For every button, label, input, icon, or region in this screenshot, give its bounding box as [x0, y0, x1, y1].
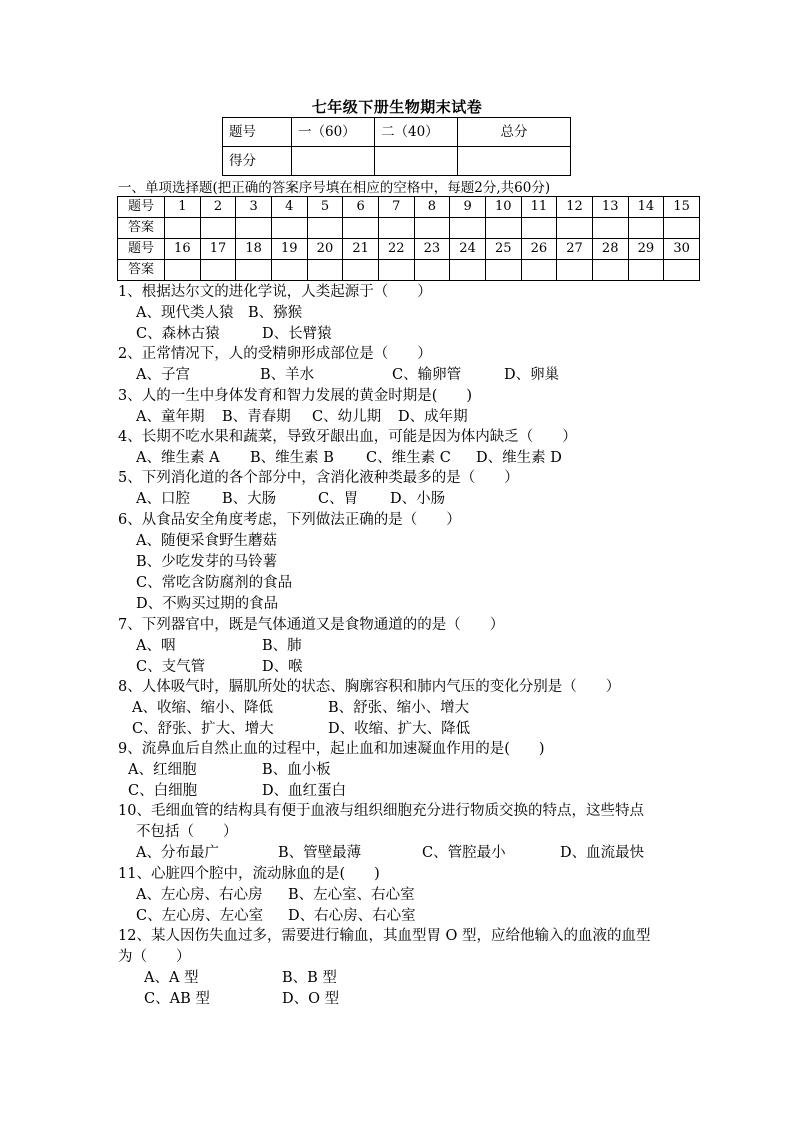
question-number-cell: 25: [485, 239, 521, 260]
question-stem: 2、正常情况下，人的受精卵形成部位是（ ）: [118, 346, 432, 362]
score-entry-part-two[interactable]: [375, 147, 458, 176]
answer-option: B、少吃发芽的马铃薯: [136, 554, 278, 570]
answer-option: A、子宫: [136, 367, 190, 383]
score-entry-total[interactable]: [458, 147, 571, 176]
answer-option: C、支气管: [136, 659, 206, 675]
answer-cell[interactable]: [450, 260, 486, 281]
answer-cell[interactable]: [664, 260, 700, 281]
grid-label-answer: 答案: [118, 260, 165, 281]
answer-option: C、左心房、左心室: [136, 908, 264, 924]
answer-option: C、幼儿期: [312, 409, 382, 425]
answer-option: C、胃: [318, 491, 359, 507]
answer-option: B、舒张、缩小、增大: [328, 700, 470, 716]
question-stem: 8、人体吸气时，膈肌所处的状态、胸廓容积和肺内气压的变化分别是（ ）: [118, 679, 621, 695]
question-number-cell: 2: [200, 197, 236, 218]
answer-option: D、不购买过期的食品: [136, 596, 279, 612]
answer-cell[interactable]: [236, 218, 272, 239]
answer-option: C、森林古猿: [136, 326, 220, 342]
score-cell-part-one: 一（60）: [292, 118, 375, 147]
answer-option: A、左心房、右心房: [136, 887, 263, 903]
question-stem: 1、根据达尔文的进化学说，人类起源于（ ）: [118, 284, 432, 300]
answer-option: C、舒张、扩大、增大: [132, 721, 274, 737]
score-cell-part-two: 二（40）: [375, 118, 458, 147]
answer-cell[interactable]: [521, 260, 557, 281]
answer-cell[interactable]: [628, 260, 664, 281]
answer-option: B、血小板: [262, 762, 331, 778]
answer-cell[interactable]: [200, 260, 236, 281]
question-number-cell: 13: [592, 197, 628, 218]
score-table: [222, 117, 571, 176]
answer-cell[interactable]: [165, 260, 201, 281]
grid-label-answer: 答案: [118, 218, 165, 239]
answer-option: D、长臂猿: [262, 326, 332, 342]
answer-option: B、大肠: [222, 491, 277, 507]
answer-option: B、肺: [262, 638, 302, 654]
question-stem: 3、人的一生中身体发育和智力发展的黄金时期是( ): [118, 388, 473, 404]
answer-option: B、管壁最薄: [278, 845, 362, 861]
answer-cell[interactable]: [343, 260, 379, 281]
answer-option: A、收缩、缩小、降低: [132, 700, 273, 716]
answer-option: D、小肠: [390, 491, 446, 507]
question-number-cell: 15: [664, 197, 700, 218]
section-heading: 一、单项选择题(把正确的答案序号填在相应的空格中，每题2分,共60分): [118, 180, 551, 196]
answer-option: D、收缩、扩大、降低: [328, 721, 471, 737]
question-number-cell: 11: [521, 197, 557, 218]
answer-option: A、维生素 A: [136, 450, 220, 466]
score-table-score-row: [223, 147, 571, 176]
answer-option: A、分布最广: [136, 845, 219, 861]
answer-cell[interactable]: [414, 218, 450, 239]
answer-option: C、输卵管: [392, 367, 462, 383]
answer-option: D、血红蛋白: [262, 783, 347, 799]
question-stem-continued: 为（ ）: [118, 949, 191, 965]
answer-grid-number-row: [118, 239, 700, 260]
answer-cell[interactable]: [450, 218, 486, 239]
answer-option: D、右心房、右心室: [288, 908, 416, 924]
answer-cell[interactable]: [200, 218, 236, 239]
answer-option: B、羊水: [260, 367, 315, 383]
score-cell-label-number: 题号: [223, 118, 292, 147]
question-number-cell: 7: [378, 197, 414, 218]
question-number-cell: 26: [521, 239, 557, 260]
question-stem: 5、下列消化道的各个部分中，含消化液种类最多的是（ ）: [118, 470, 519, 486]
answer-grid-answer-row: [118, 260, 700, 281]
answer-option: B、青春期: [222, 409, 291, 425]
answer-cell[interactable]: [592, 260, 628, 281]
answer-cell[interactable]: [307, 218, 343, 239]
question-number-cell: 1: [165, 197, 201, 218]
question-number-cell: 30: [664, 239, 700, 260]
answer-option: D、O 型: [282, 991, 340, 1007]
answer-option: D、卵巢: [504, 367, 560, 383]
question-stem: 9、流鼻血后自然止血的过程中，起止血和加速凝血作用的是( ): [118, 741, 545, 757]
answer-option: B、左心室、右心室: [288, 887, 415, 903]
answer-cell[interactable]: [165, 218, 201, 239]
question-stem: 10、毛细血管的结构具有便于血液与组织细胞充分进行物质交换的特点，这些特点: [118, 803, 644, 819]
question-stem: 12、某人因伤失血过多，需要进行输血，其血型胃 O 型，应给他输入的血液的血型: [118, 928, 651, 944]
question-number-cell: 4: [271, 197, 307, 218]
answer-cell[interactable]: [485, 218, 521, 239]
answer-option: D、成年期: [398, 409, 468, 425]
question-stem: 7、下列器官中，既是气体通道又是食物通道的的是（ ）: [118, 617, 505, 633]
answer-cell[interactable]: [664, 218, 700, 239]
answer-cell[interactable]: [271, 260, 307, 281]
answer-option: B、B 型: [282, 970, 337, 986]
question-number-cell: 5: [307, 197, 343, 218]
question-number-cell: 3: [236, 197, 272, 218]
answer-grid-answer-row: [118, 218, 700, 239]
answer-cell[interactable]: [592, 218, 628, 239]
answer-option: A、现代类人猿: [136, 305, 234, 321]
answer-option: C、常吃含防腐剂的食品: [136, 575, 293, 591]
grid-label-number: 题号: [118, 197, 165, 218]
answer-cell[interactable]: [378, 260, 414, 281]
question-number-cell: 16: [165, 239, 201, 260]
answer-option: D、喉: [262, 659, 303, 675]
answer-option: C、AB 型: [144, 991, 210, 1007]
question-number-cell: 8: [414, 197, 450, 218]
question-number-cell: 27: [557, 239, 593, 260]
exam-title: 七年级下册生物期末试卷: [311, 98, 483, 116]
question-number-cell: 14: [628, 197, 664, 218]
question-number-cell: 9: [450, 197, 486, 218]
score-cell-total: 总分: [458, 118, 571, 147]
score-cell-label-score: 得分: [223, 147, 292, 176]
answer-cell[interactable]: [378, 218, 414, 239]
grid-label-number: 题号: [118, 239, 165, 260]
question-number-cell: 21: [343, 239, 379, 260]
question-stem: 4、长期不吃水果和蔬菜，导致牙龈出血，可能是因为体内缺乏（ ）: [118, 429, 577, 445]
question-number-cell: 20: [307, 239, 343, 260]
answer-grid: [117, 196, 700, 281]
answer-option: B、维生素 B: [250, 450, 334, 466]
question-number-cell: 12: [557, 197, 593, 218]
question-stem: 11、心脏四个腔中，流动脉血的是( ): [118, 866, 380, 882]
question-number-cell: 29: [628, 239, 664, 260]
question-stem: 6、从食品安全角度考虑，下列做法正确的是（ ）: [118, 512, 461, 528]
question-number-cell: 17: [200, 239, 236, 260]
answer-option: D、维生素 D: [476, 450, 562, 466]
answer-option: B、猕猴: [248, 305, 303, 321]
question-number-cell: 28: [592, 239, 628, 260]
answer-option: C、维生素 C: [366, 450, 451, 466]
answer-grid-number-row: [118, 197, 700, 218]
question-number-cell: 22: [378, 239, 414, 260]
answer-cell[interactable]: [485, 260, 521, 281]
question-number-cell: 19: [271, 239, 307, 260]
answer-option: A、红细胞: [128, 762, 197, 778]
answer-option: A、口腔: [136, 491, 190, 507]
answer-cell[interactable]: [236, 260, 272, 281]
question-number-cell: 18: [236, 239, 272, 260]
score-table-header-row: [223, 118, 571, 147]
answer-cell[interactable]: [628, 218, 664, 239]
answer-option: A、咽: [136, 638, 176, 654]
question-stem-continued: 不包括（ ）: [136, 824, 238, 840]
question-number-cell: 24: [450, 239, 486, 260]
score-entry-part-one[interactable]: [292, 147, 375, 176]
answer-cell[interactable]: [414, 260, 450, 281]
question-number-cell: 10: [485, 197, 521, 218]
question-number-cell: 23: [414, 239, 450, 260]
answer-cell[interactable]: [271, 218, 307, 239]
answer-option: C、管腔最小: [422, 845, 506, 861]
answer-cell[interactable]: [521, 218, 557, 239]
answer-option: A、A 型: [144, 970, 199, 986]
question-number-cell: 6: [343, 197, 379, 218]
answer-cell[interactable]: [557, 218, 593, 239]
answer-option: D、血流最快: [560, 845, 645, 861]
answer-cell[interactable]: [343, 218, 379, 239]
answer-cell[interactable]: [307, 260, 343, 281]
answer-option: C、白细胞: [128, 783, 198, 799]
answer-option: A、童年期: [136, 409, 205, 425]
answer-option: A、随便采食野生蘑菇: [136, 533, 277, 549]
answer-cell[interactable]: [557, 260, 593, 281]
